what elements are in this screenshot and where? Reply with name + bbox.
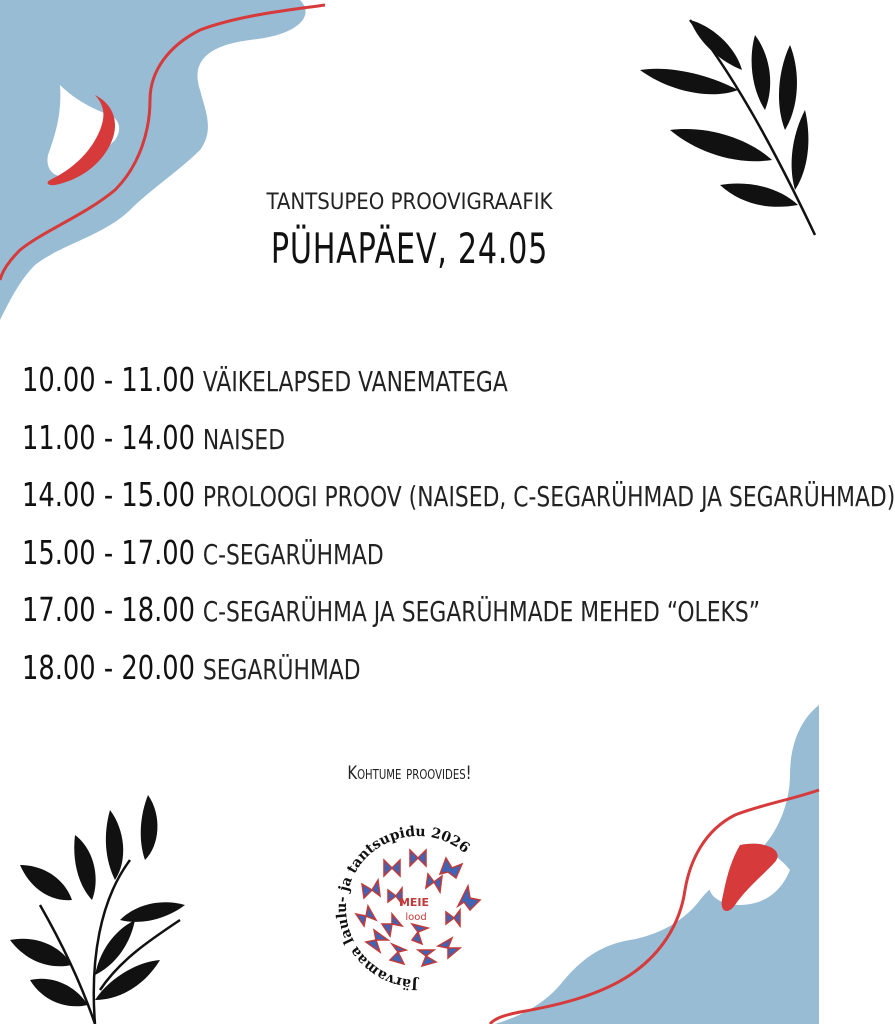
schedule-activity: VÄIKELAPSED VANEMATEGA (202, 365, 508, 398)
festival-logo (330, 820, 506, 996)
schedule-activity: SEGARÜHMAD (202, 652, 361, 686)
schedule-row (22, 416, 642, 474)
schedule-row (22, 531, 642, 589)
logo-ring-text: Järvamaa laulu- ja tantsupidu 2026 (333, 823, 473, 993)
schedule-row (22, 358, 642, 416)
schedule-activity: PROLOOGI PROOV (NAISED, C-SEGARÜHMAD JA SEGARÜHMAD) (202, 480, 895, 513)
logo-center-text-2: lood (405, 912, 427, 923)
bottom-left-leaf-plant (10, 795, 185, 1024)
schedule-time: 10.00 - 11.00 (22, 360, 196, 399)
logo-bow-ring (356, 850, 480, 966)
page-title: PÜHAPÄEV, 24.05 (270, 224, 549, 273)
schedule-activity: C-SEGARÜHMA JA SEGARÜHMADE MEHED “OLEKS” (202, 595, 761, 628)
schedule-time: 18.00 - 20.00 (22, 647, 196, 687)
schedule-subtitle: TANTSUPEO PROOVIGRAAFIK (266, 190, 553, 215)
schedule-time: 14.00 - 15.00 (22, 475, 196, 514)
schedule-row (22, 588, 761, 646)
schedule-list (22, 358, 895, 703)
schedule-row (22, 646, 642, 704)
schedule-activity: NAISED (202, 422, 286, 456)
schedule-activity: C-SEGARÜHMAD (202, 537, 384, 571)
logo-center-text-1: MEIE (398, 896, 430, 909)
schedule-time: 17.00 - 18.00 (22, 590, 196, 629)
closing-message: Kohtume proovides! (347, 762, 472, 784)
schedule-row (22, 473, 895, 531)
schedule-time: 15.00 - 17.00 (22, 532, 196, 572)
schedule-time: 11.00 - 14.00 (22, 417, 196, 457)
